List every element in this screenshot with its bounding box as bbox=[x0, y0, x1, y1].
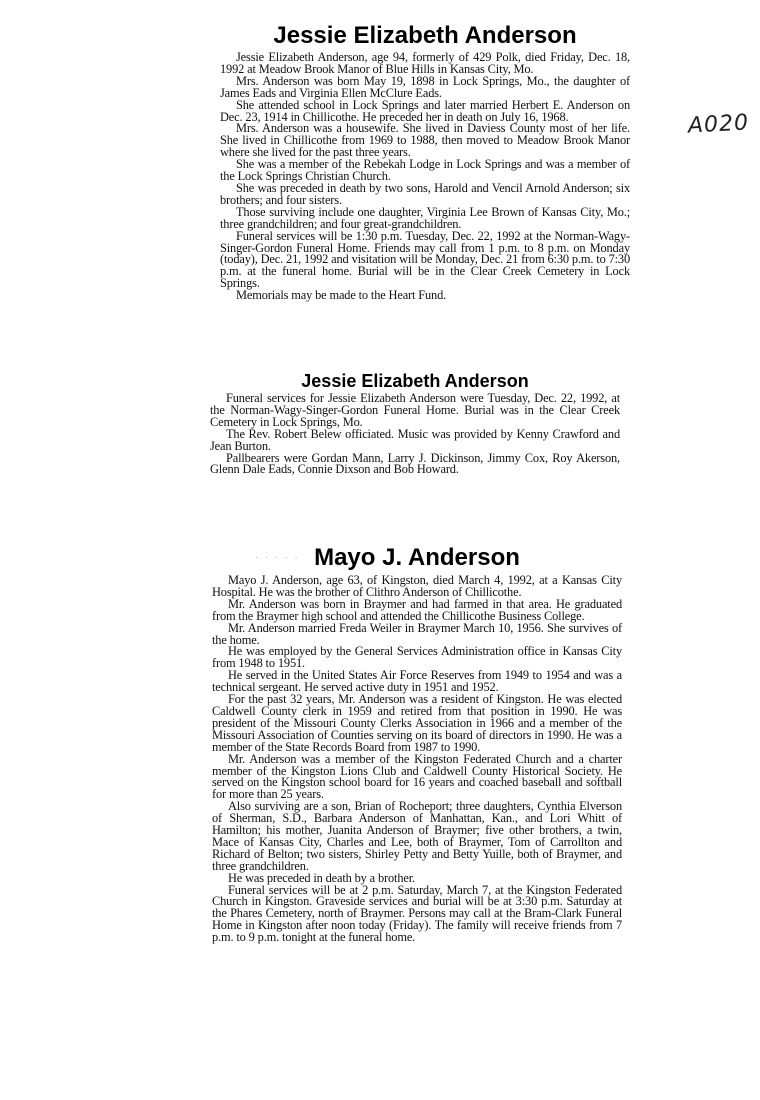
obituary-body bbox=[220, 52, 630, 302]
obituary-title: Mayo J. Anderson bbox=[314, 544, 520, 571]
paragraph: She was a member of the Rebekah Lodge in Lock Springs and was a member of the Lock Springs Christian Church. bbox=[220, 157, 630, 184]
paragraph: Funeral services for Jessie Elizabeth Anderson were Tuesday, Dec. 22, 1992, at the Norman-Wagy-Singer-Gordon Funeral Home. Burial was in the Clear Creek Cemetery in Lock Springs, Mo. bbox=[210, 391, 620, 429]
handwritten-code: A020 bbox=[687, 110, 750, 139]
paragraph: Those surviving include one daughter, Virginia Lee Brown of Kansas City, Mo.; three grandchildren; and four great-grandchildren. bbox=[220, 204, 630, 231]
obituary-body bbox=[212, 575, 622, 944]
paragraph: Mr. Anderson was a member of the Kingston Federated Church and a charter member of the Kingston Lions Club and Caldwell County Historical Society. He served on the Kingston school board for 16 years and coached baseball and softball for more than 25 years. bbox=[212, 751, 622, 802]
obituary-title: Jessie Elizabeth Anderson bbox=[273, 22, 577, 49]
obituary-jessie-anderson bbox=[220, 22, 630, 302]
paragraph: Funeral services will be 1:30 p.m. Tuesday, Dec. 22, 1992 at the Norman-Wagy-Singer-Gordon Funeral Home. Friends may call from 1 p.m. to 8 p.m. on Monday (today), Dec. 21, 1992 and visitation will be Monday, Dec. 21 from 6:30 p.m. to 7:30 p.m. at the funeral home. Burial will be in the Clear Creek Cemetery in Lock Springs. bbox=[220, 228, 630, 291]
paragraph: Mayo J. Anderson, age 63, of Kingston, died March 4, 1992, at a Kansas City Hospital. He was the brother of Clithro Anderson of Chillicothe. bbox=[212, 573, 622, 599]
paragraph: She was preceded in death by two sons, Harold and Vencil Arnold Anderson; six brothers; and four sisters. bbox=[220, 180, 630, 207]
notice-body bbox=[210, 393, 620, 476]
paragraph: Also surviving are a son, Brian of Rocheport; three daughters, Cynthia Elverson of Sherman, S.D., Barbara Anderson of Manhattan, Kan., and Lori Whitt of Hamilton; his mother, Juanita Anderson of Braymer; five other brothers, a twin, Mace of Kansas City, Charles and Lee, both of Braymer, Tom of Carrollton and Richard of Belton; two sisters, Shirley Petty and Betty Yuille, both of Braymer, and three grandchildren. bbox=[212, 799, 622, 873]
paragraph: Mrs. Anderson was born May 19, 1898 in Lock Springs, Mo., the daughter of James Eads and Virginia Ellen McClure Eads. bbox=[220, 73, 630, 100]
paragraph: For the past 32 years, Mr. Anderson was a resident of Kingston. He was elected Caldwell County clerk in 1959 and retired from that position in 1990. He was president of the Missouri County Clerks Association in 1966 and a member of the Missouri Association of Counties serving on its board of directors in 1990. He was a member of the State Records Board from 1987 to 1990. bbox=[212, 692, 622, 754]
paragraph: Pallbearers were Gordan Mann, Larry J. Dickinson, Jimmy Cox, Roy Akerson, Glenn Dale Eads, Connie Dixson and Bob Howard. bbox=[210, 450, 620, 477]
scan-artifact: · · · · · bbox=[255, 553, 300, 564]
obituary-mayo-anderson bbox=[212, 544, 622, 944]
paragraph: He was preceded in death by a brother. bbox=[228, 870, 415, 885]
paragraph: Jessie Elizabeth Anderson, age 94, formerly of 429 Polk, died Friday, Dec. 18, 1992 at Meadow Brook Manor of Blue Hills in Kansas City, Mo. bbox=[220, 50, 630, 76]
paragraph: Mrs. Anderson was a housewife. She lived in Daviess County most of her life. She lived in Chillicothe from 1969 to 1988, then moved to Meadow Brook Manor where she lived for the past three years. bbox=[220, 121, 630, 160]
paragraph: Mr. Anderson was born in Braymer and had farmed in that area. He graduated from the Braymer high school and attended the Chillicothe Business College. bbox=[212, 596, 622, 623]
paragraph: Funeral services will be at 2 p.m. Saturday, March 7, at the Kingston Federated Church in Kingston. Graveside services and burial will be at 3:30 p.m. Saturday at the Phares Cemetery, north of Braymer. Persons may call at the Bram-Clark Funeral Home in Kingston after noon today (Friday). The family will receive friends from 7 p.m. to 9 p.m. tonight at the funeral home. bbox=[212, 882, 622, 945]
notice-title: Jessie Elizabeth Anderson bbox=[301, 371, 529, 391]
paragraph: Mr. Anderson married Freda Weiler in Braymer March 10, 1956. She survives of the home. bbox=[212, 620, 622, 647]
paragraph: He served in the United States Air Force Reserves from 1949 to 1954 and was a technical sergeant. He served active duty in 1951 and 1952. bbox=[212, 668, 622, 695]
funeral-notice-jessie-anderson bbox=[210, 370, 620, 476]
paragraph: The Rev. Robert Belew officiated. Music was provided by Kenny Crawford and Jean Burton. bbox=[210, 426, 620, 453]
paragraph: She attended school in Lock Springs and later married Herbert E. Anderson on Dec. 23, 1914 in Chillicothe. He preceded her in death on July 16, 1968. bbox=[220, 97, 630, 124]
paragraph: Memorials may be made to the Heart Fund. bbox=[236, 288, 447, 303]
paragraph: He was employed by the General Services Administration office in Kansas City from 1948 to 1951. bbox=[212, 644, 622, 671]
